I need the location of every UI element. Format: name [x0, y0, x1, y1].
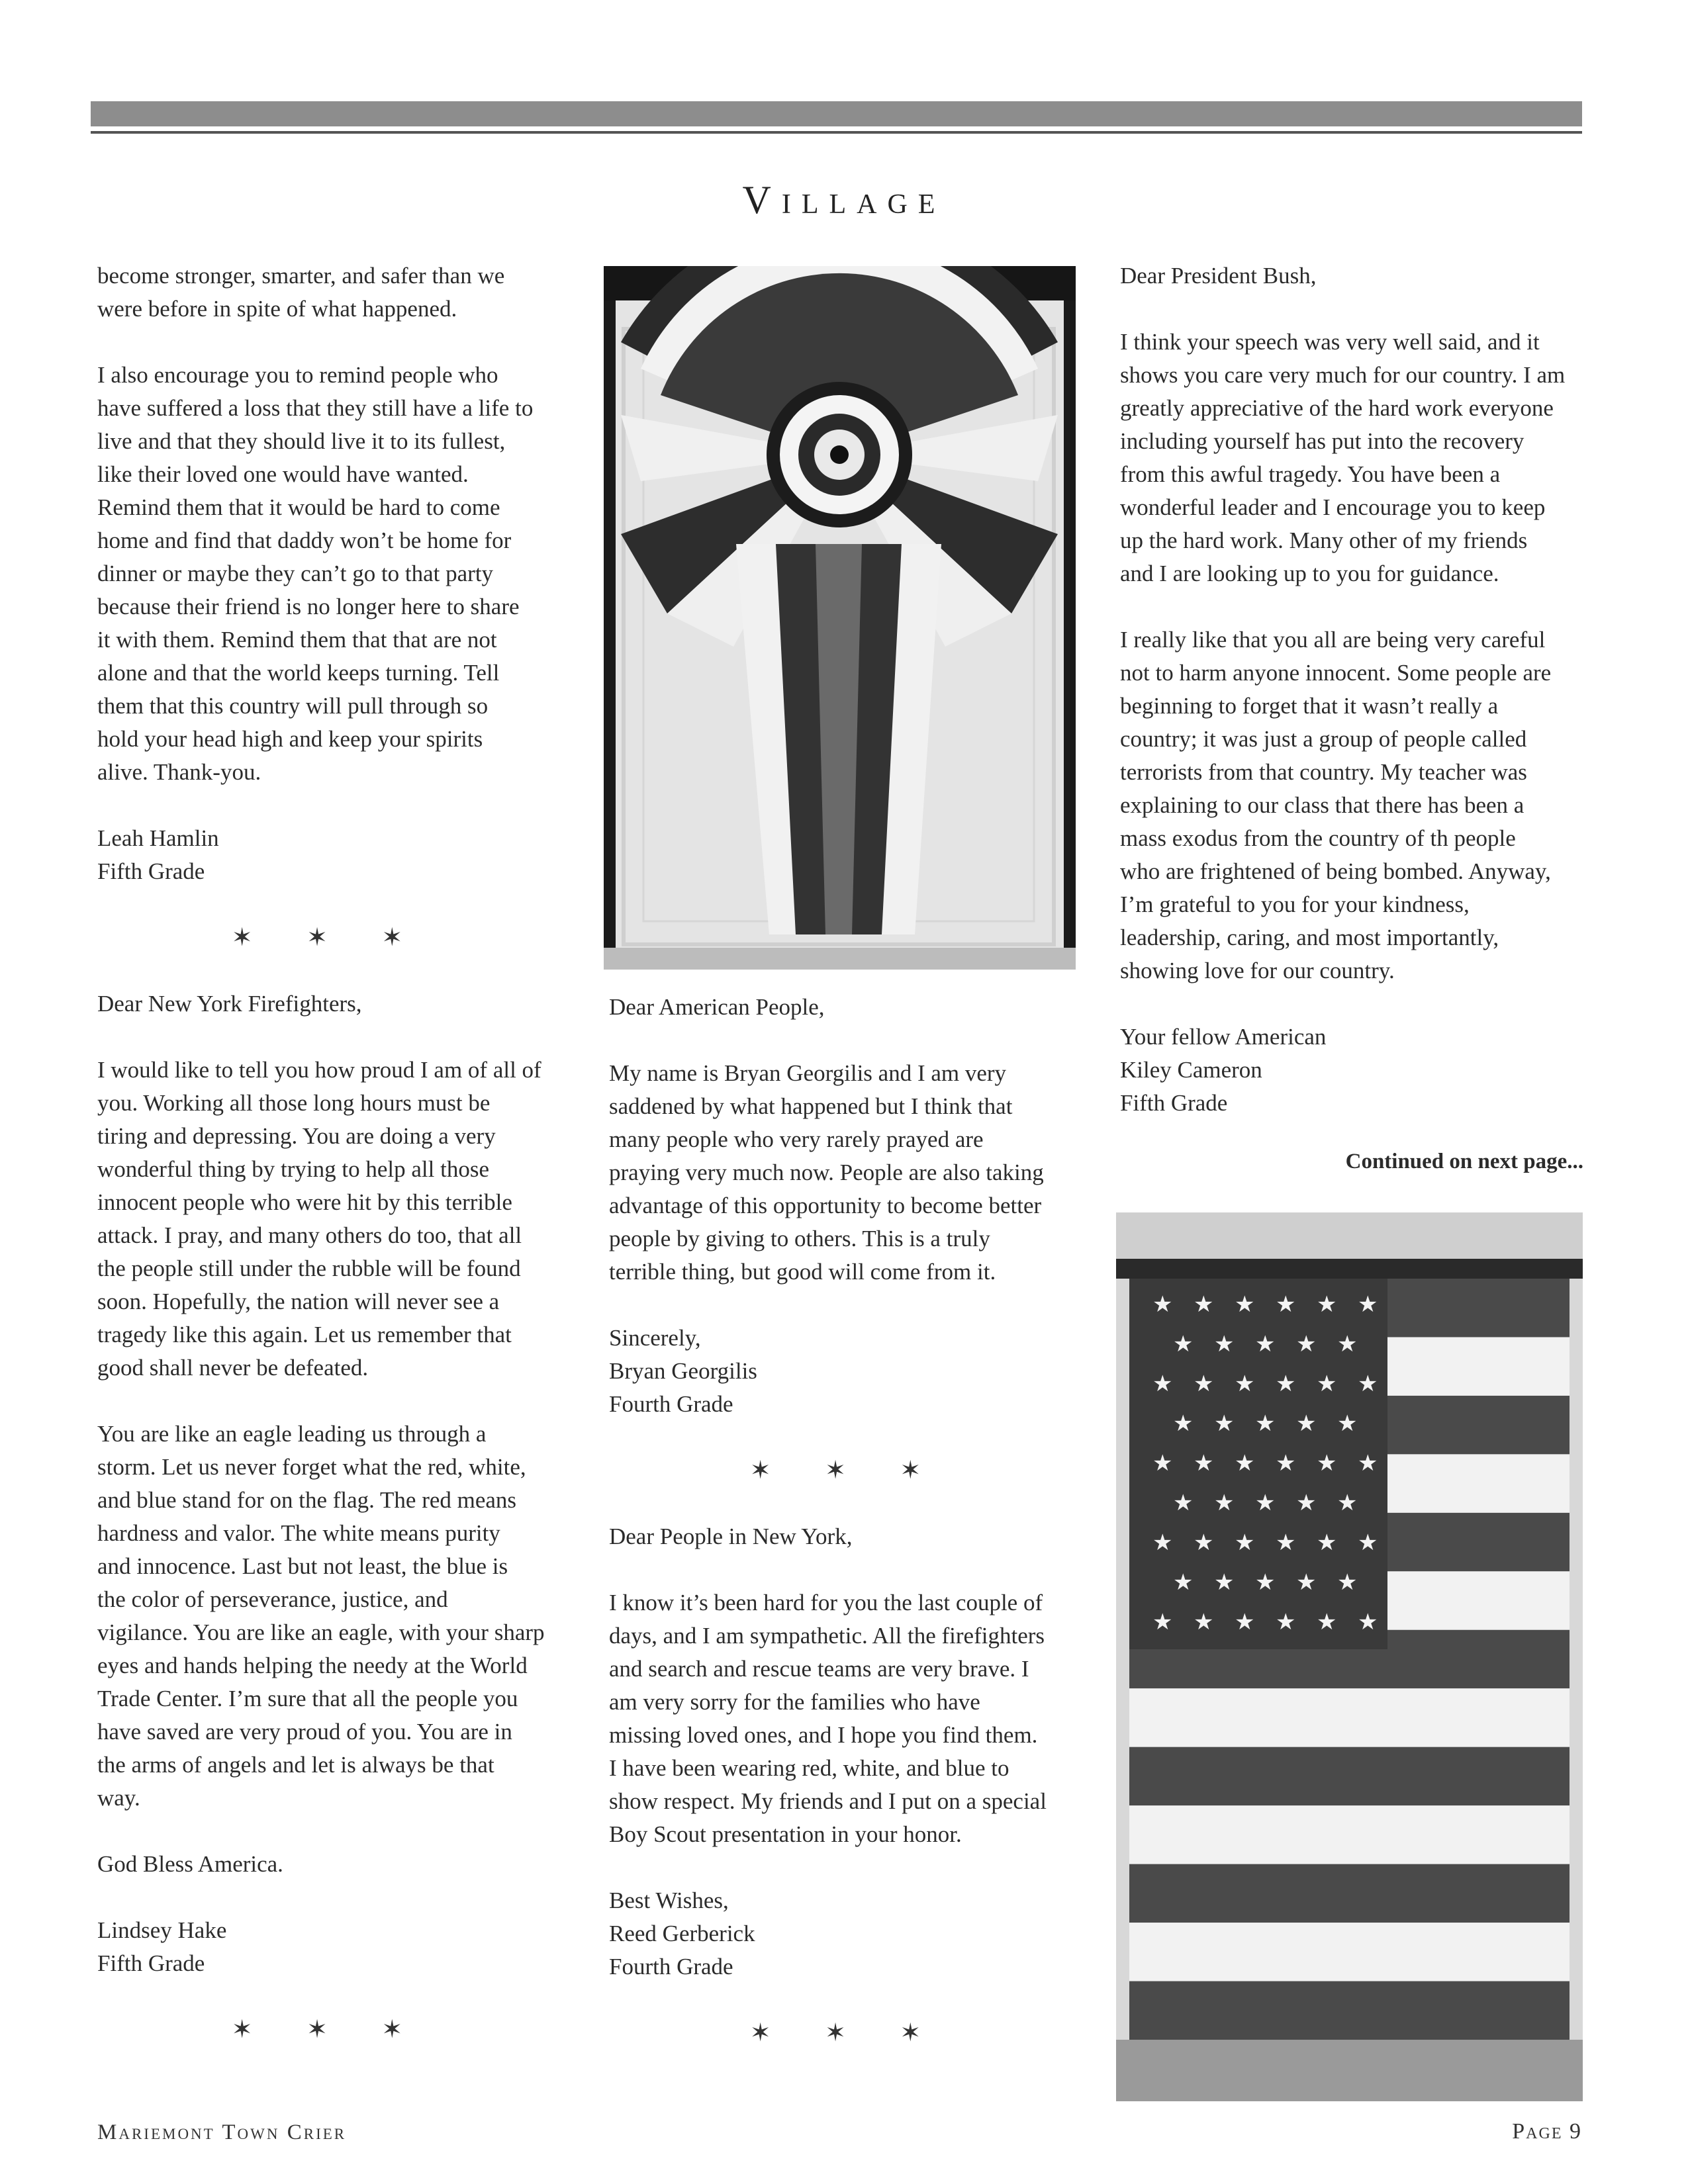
svg-text:★: ★ [1194, 1450, 1214, 1477]
continued-note: Continued on next page... [1345, 1150, 1583, 1173]
svg-text:★: ★ [1173, 1569, 1194, 1596]
svg-text:★: ★ [1276, 1609, 1296, 1635]
svg-text:★: ★ [1317, 1609, 1337, 1635]
text-line: terrible thing, but good will come from it. [609, 1259, 996, 1285]
text-line: I also encourage you to remind people who [97, 362, 498, 388]
text-line: you. Working all those long hours must be [97, 1090, 491, 1116]
text-line: Lindsey Hake [97, 1917, 227, 1943]
text-line: advantage of this opportunity to become better [609, 1193, 1042, 1218]
letter-paragraph [609, 1586, 1086, 1851]
text-line: tiring and depressing. You are doing a very [97, 1123, 496, 1149]
text-line: and I are looking up to you for guidance. [1120, 561, 1499, 586]
text-line: live and that they should live it to its fullest, [97, 428, 506, 454]
text-line: become stronger, smarter, and safer than we [97, 263, 505, 289]
text-line: I’m grateful to you for your kindness, [1120, 891, 1470, 917]
letter-salutation: Dear People in New York, [609, 1524, 853, 1549]
svg-text:★: ★ [1358, 1529, 1378, 1556]
text-line: I really like that you all are being very careful [1120, 627, 1546, 653]
header-rule [91, 131, 1582, 134]
svg-text:★: ★ [1337, 1331, 1358, 1357]
text-line: I have been wearing red, white, and blue to [609, 1755, 1009, 1781]
text-line: the people still under the rubble will be found [97, 1255, 521, 1281]
text-line: explaining to our class that there has been a [1120, 792, 1524, 818]
svg-text:★: ★ [1173, 1410, 1194, 1437]
bunting-illustration [604, 266, 1076, 970]
text-line: show respect. My friends and I put on a special [609, 1788, 1047, 1814]
svg-text:★: ★ [1235, 1291, 1255, 1318]
svg-text:★: ★ [1173, 1331, 1194, 1357]
text-line: Sincerely, [609, 1325, 701, 1351]
letter-signature [609, 1322, 1086, 1421]
text-line: attack. I pray, and many others do too, that all [97, 1222, 522, 1248]
svg-text:★: ★ [1152, 1291, 1173, 1318]
letter-paragraph [609, 1057, 1086, 1289]
text-line: and search and rescue teams are very brave. I [609, 1656, 1029, 1682]
svg-text:★: ★ [1152, 1450, 1173, 1477]
svg-text:★: ★ [1337, 1490, 1358, 1516]
star-divider: ✶ ✶ ✶ [749, 2019, 945, 2047]
text-line: shows you care very much for our country. I am [1120, 362, 1566, 388]
letter-salutation: Dear American People, [609, 994, 825, 1020]
text-line: showing love for our country. [1120, 958, 1395, 983]
svg-text:★: ★ [1317, 1529, 1337, 1556]
text-line: Fifth Grade [1120, 1090, 1228, 1116]
text-line: who are frightened of being bombed. Anyway, [1120, 858, 1551, 884]
american-flag-photo [1116, 1212, 1583, 2101]
text-line: wonderful leader and I encourage you to keep [1120, 494, 1546, 520]
text-line: Fifth Grade [97, 858, 205, 884]
text-line: I know it’s been hard for you the last couple of [609, 1590, 1043, 1615]
svg-text:★: ★ [1276, 1529, 1296, 1556]
svg-text:★: ★ [1317, 1450, 1337, 1477]
text-line: alone and that the world keeps turning. Tell [97, 660, 500, 686]
text-line: wonderful thing by trying to help all those [97, 1156, 489, 1182]
text-line: from this awful tragedy. You have been a [1120, 461, 1501, 487]
svg-text:★: ★ [1296, 1569, 1317, 1596]
letter-paragraph [97, 1054, 561, 1385]
text-line: have suffered a loss that they still have a life to [97, 395, 534, 421]
column-left [97, 259, 561, 2079]
column-middle [609, 991, 1086, 2083]
column-right [1120, 259, 1583, 1178]
letter-salutation: Dear New York Firefighters, [97, 991, 362, 1017]
text-line: I would like to tell you how proud I am of all of [97, 1057, 541, 1083]
text-line: greatly appreciative of the hard work everyone [1120, 395, 1554, 421]
text-line: Reed Gerberick [609, 1921, 755, 1946]
text-line: Boy Scout presentation in your honor. [609, 1821, 962, 1847]
letter-signature [97, 1914, 561, 1980]
svg-text:★: ★ [1214, 1569, 1235, 1596]
footer-publication: Mariemont Town Crier [97, 2120, 347, 2144]
svg-text:★: ★ [1358, 1291, 1378, 1318]
text-line: have saved are very proud of you. You are in [97, 1719, 512, 1745]
text-line: many people who very rarely prayed are [609, 1126, 984, 1152]
svg-text:★: ★ [1255, 1569, 1276, 1596]
svg-text:★: ★ [1235, 1450, 1255, 1477]
svg-text:★: ★ [1317, 1291, 1337, 1318]
text-line: tragedy like this again. Let us remember that [97, 1322, 512, 1347]
header-bar [91, 101, 1582, 126]
text-line: Bryan Georgilis [609, 1358, 757, 1384]
text-line: home and find that daddy won’t be home for [97, 527, 512, 553]
letter-paragraph [1120, 623, 1583, 987]
text-line: country; it was just a group of people called [1120, 726, 1527, 752]
text-line: innocent people who were hit by this terrible [97, 1189, 512, 1215]
svg-text:★: ★ [1296, 1331, 1317, 1357]
star-divider: ✶ ✶ ✶ [749, 1457, 945, 1484]
text-line: saddened by what happened but I think that [609, 1093, 1013, 1119]
svg-text:★: ★ [1276, 1291, 1296, 1318]
svg-text:★: ★ [1276, 1371, 1296, 1397]
svg-text:★: ★ [1152, 1609, 1173, 1635]
svg-text:★: ★ [1358, 1450, 1378, 1477]
text-line: Trade Center. I’m sure that all the people you [97, 1686, 518, 1711]
text-line: soon. Hopefully, the nation will never see a [97, 1289, 500, 1314]
letter-signature [1120, 1021, 1583, 1120]
svg-text:★: ★ [1255, 1410, 1276, 1437]
text-line: days, and I am sympathetic. All the firefighters [609, 1623, 1045, 1649]
letter-signature [97, 822, 561, 888]
text-line: Your fellow American [1120, 1024, 1327, 1050]
svg-text:★: ★ [1276, 1450, 1296, 1477]
svg-text:★: ★ [1194, 1291, 1214, 1318]
letter-paragraph [1120, 326, 1583, 590]
svg-text:★: ★ [1255, 1331, 1276, 1357]
text-line: not to harm anyone innocent. Some people are [1120, 660, 1552, 686]
text-line: leadership, caring, and most importantly, [1120, 925, 1499, 950]
text-line: am very sorry for the families who have [609, 1689, 980, 1715]
text-line: hardness and valor. The white means purity [97, 1520, 500, 1546]
svg-text:★: ★ [1337, 1410, 1358, 1437]
letter-paragraph [97, 1418, 561, 1815]
svg-text:★: ★ [1296, 1490, 1317, 1516]
svg-text:★: ★ [1358, 1609, 1378, 1635]
text-line: the color of perseverance, justice, and [97, 1586, 448, 1612]
letter-salutation: Dear President Bush, [1120, 263, 1317, 289]
svg-text:★: ★ [1317, 1371, 1337, 1397]
svg-text:★: ★ [1214, 1490, 1235, 1516]
svg-text:★: ★ [1152, 1529, 1173, 1556]
text-line: way. [97, 1785, 140, 1811]
bunting-photo [604, 266, 1076, 970]
text-line: up the hard work. Many other of my friends [1120, 527, 1528, 553]
text-line: them that this country will pull through so [97, 693, 489, 719]
text-line: hold your head high and keep your spirits [97, 726, 483, 752]
text-line: the arms of angels and let is always be that [97, 1752, 494, 1778]
text-line: Fourth Grade [609, 1954, 733, 1979]
text-line: Fourth Grade [609, 1391, 733, 1417]
text-line: praying very much now. People are also taking [609, 1160, 1044, 1185]
letter-signature [609, 1884, 1086, 1983]
text-line: missing loved ones, and I hope you find them. [609, 1722, 1038, 1748]
text-line: Fifth Grade [97, 1950, 205, 1976]
text-line: storm. Let us never forget what the red, white, [97, 1454, 526, 1480]
text-line: were before in spite of what happened. [97, 296, 457, 322]
text-line: because their friend is no longer here to share [97, 594, 520, 619]
footer-page-number: Page 9 [1512, 2119, 1582, 2144]
text-line: including yourself has put into the recovery [1120, 428, 1524, 454]
text-line: You are like an eagle leading us through a [97, 1421, 487, 1447]
text-line: like their loved one would have wanted. [97, 461, 469, 487]
text-line: dinner or maybe they can’t go to that party [97, 561, 494, 586]
text-line: people by giving to others. This is a truly [609, 1226, 990, 1251]
text-line: eyes and hands helping the needy at the World [97, 1653, 528, 1678]
text-line: it with them. Remind them that that are not [97, 627, 497, 653]
svg-text:★: ★ [1235, 1529, 1255, 1556]
svg-text:★: ★ [1235, 1609, 1255, 1635]
text-line: and innocence. Last but not least, the blue is [97, 1553, 508, 1579]
svg-text:★: ★ [1214, 1331, 1235, 1357]
svg-text:★: ★ [1296, 1410, 1317, 1437]
svg-text:★: ★ [1214, 1410, 1235, 1437]
flag-illustration [1116, 1212, 1583, 2101]
text-line: Leah Hamlin [97, 825, 219, 851]
text-line: I think your speech was very well said, and it [1120, 329, 1540, 355]
letter-paragraph [97, 359, 561, 789]
text-line: alive. Thank-you. [97, 759, 261, 785]
svg-text:★: ★ [1235, 1371, 1255, 1397]
svg-text:★: ★ [1194, 1529, 1214, 1556]
text-line: beginning to forget that it wasn’t really a [1120, 693, 1499, 719]
text-line: My name is Bryan Georgilis and I am very [609, 1060, 1007, 1086]
text-line: terrorists from that country. My teacher was [1120, 759, 1527, 785]
text-line: Kiley Cameron [1120, 1057, 1262, 1083]
text-line: Best Wishes, [609, 1888, 729, 1913]
svg-text:★: ★ [1358, 1371, 1378, 1397]
star-divider: ✶ ✶ ✶ [231, 924, 427, 952]
star-divider: ✶ ✶ ✶ [231, 2016, 427, 2044]
svg-text:★: ★ [1194, 1609, 1214, 1635]
svg-text:★: ★ [1194, 1371, 1214, 1397]
letter-closing: God Bless America. [97, 1851, 283, 1877]
text-line: vigilance. You are like an eagle, with your sharp [97, 1619, 545, 1645]
svg-text:★: ★ [1337, 1569, 1358, 1596]
svg-text:★: ★ [1255, 1490, 1276, 1516]
text-line: good shall never be defeated. [97, 1355, 369, 1381]
section-title: Village [742, 178, 946, 222]
text-line: and blue stand for on the flag. The red means [97, 1487, 517, 1513]
svg-text:★: ★ [1173, 1490, 1194, 1516]
text-line: mass exodus from the country of th people [1120, 825, 1516, 851]
svg-text:★: ★ [1152, 1371, 1173, 1397]
text-line: Remind them that it would be hard to come [97, 494, 500, 520]
letter-continuation [97, 259, 561, 326]
